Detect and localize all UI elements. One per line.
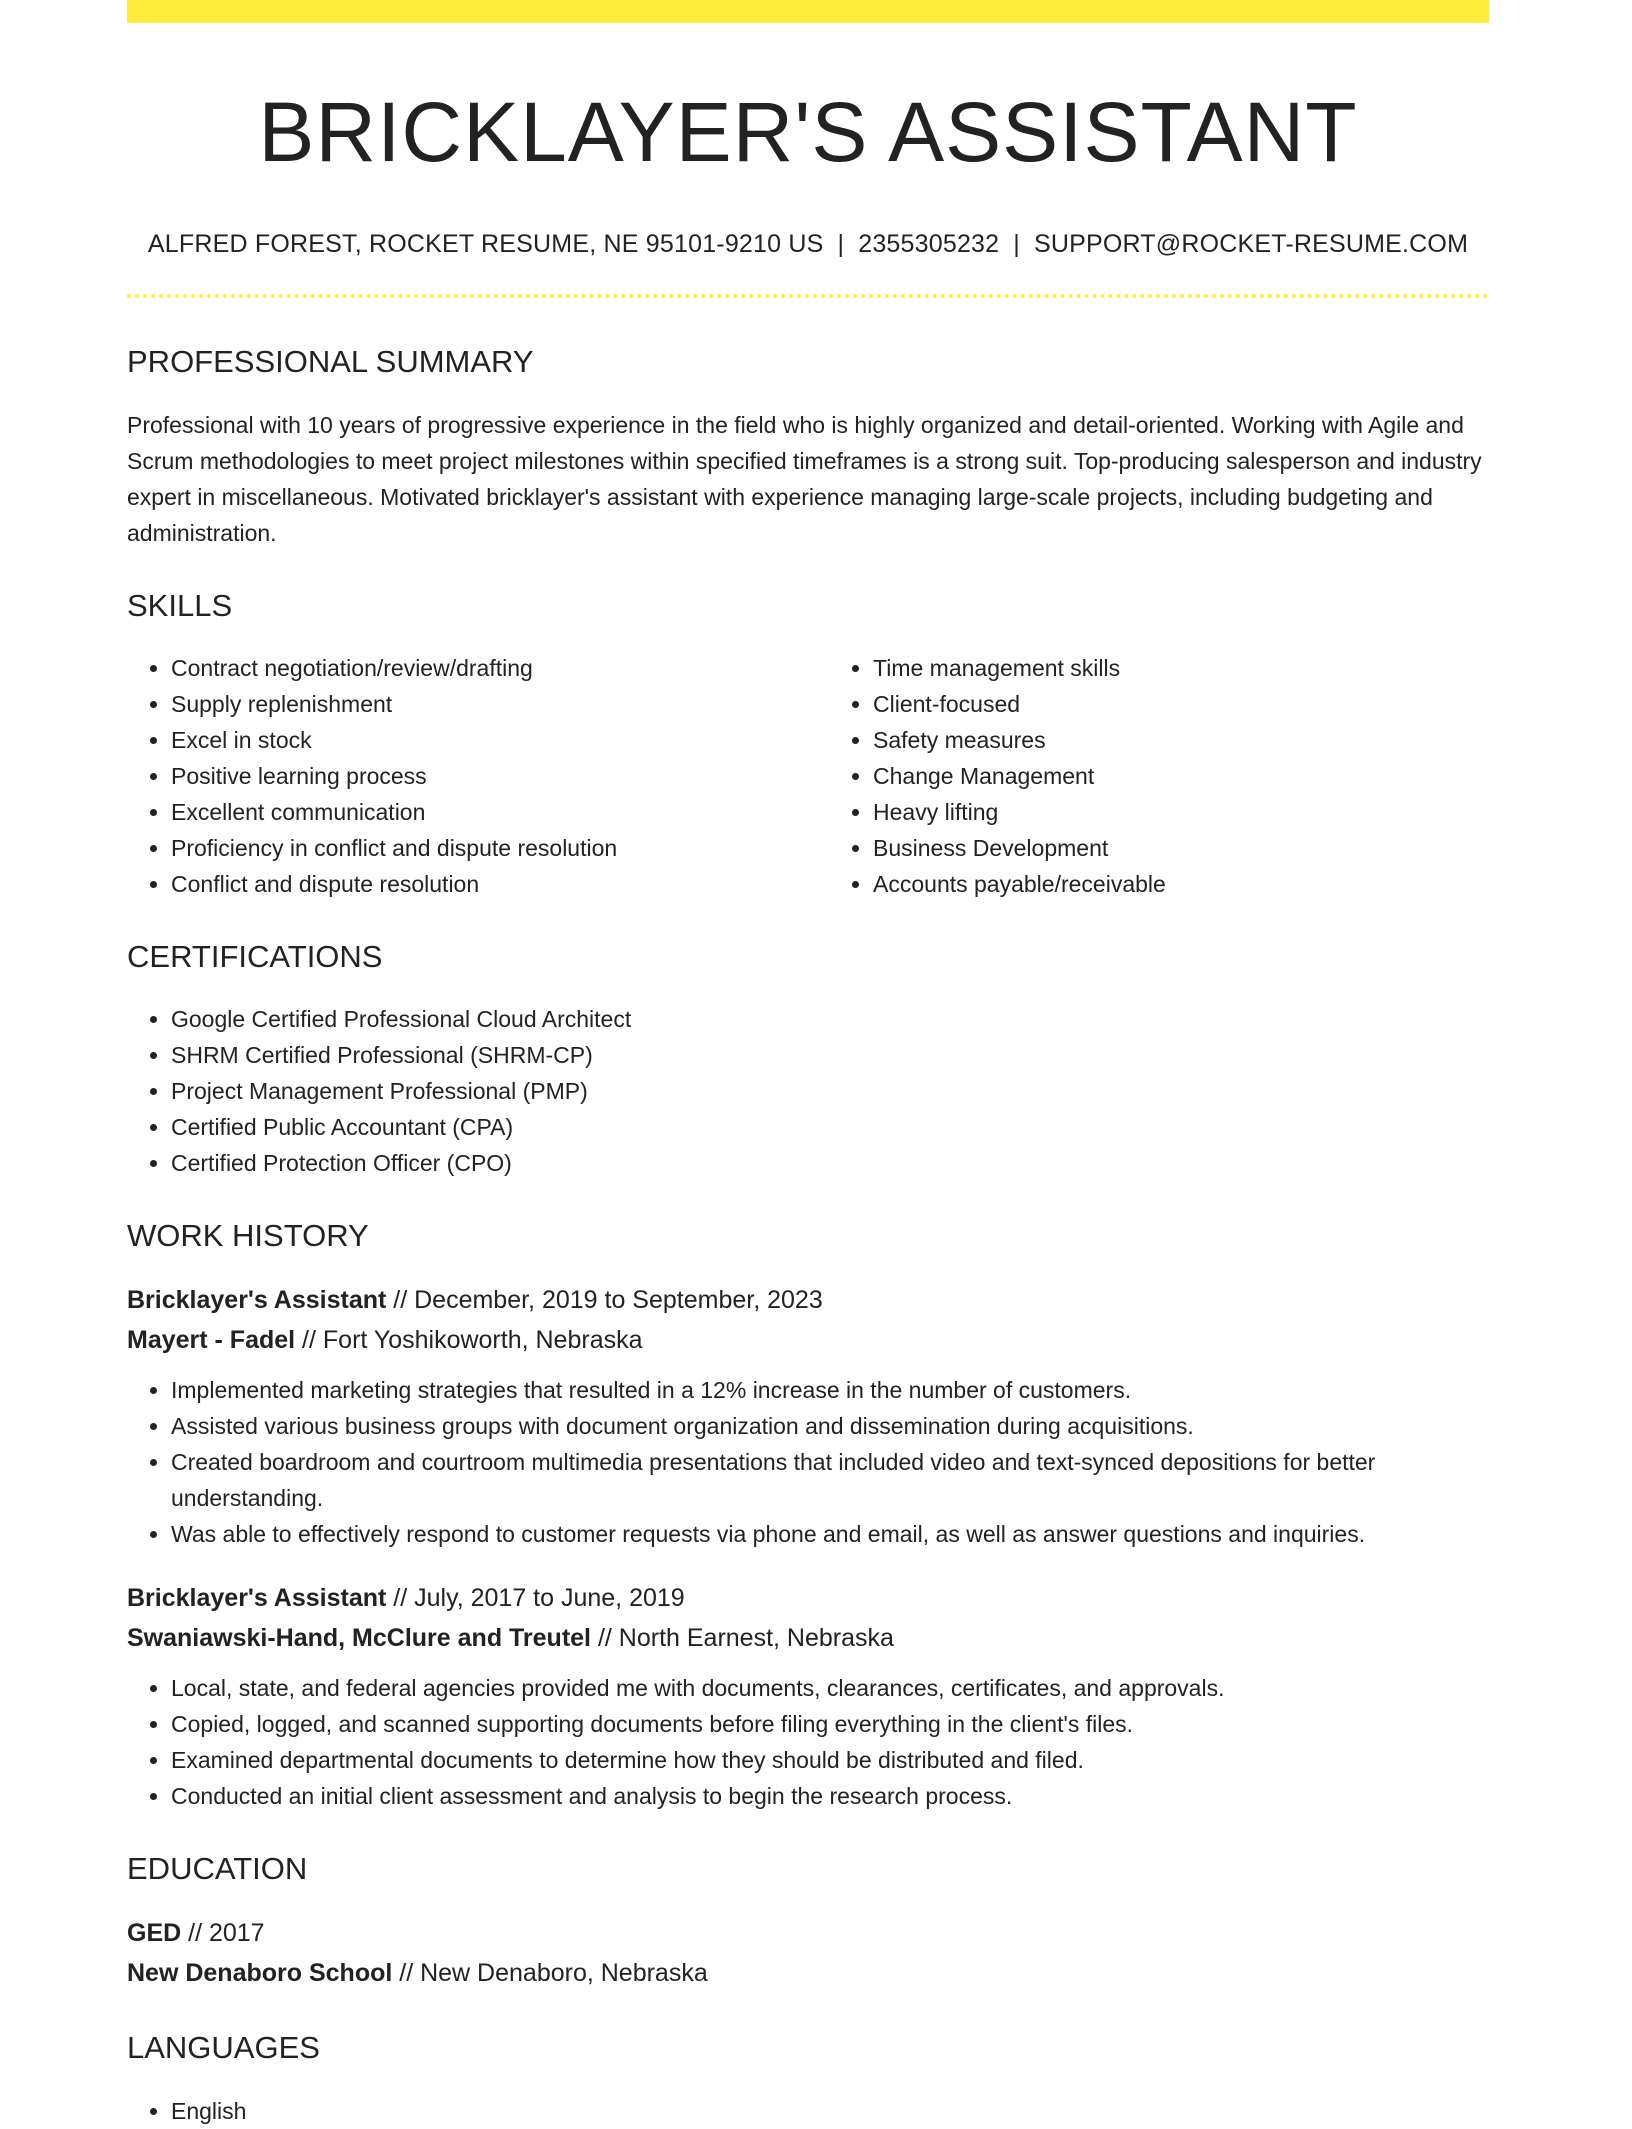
job-bullets [127, 1670, 1489, 1814]
job-bullet: • Copied, logged, and scanned supporting documents before filing everything in the client's files. [171, 1706, 1489, 1742]
language-item: • English [171, 2093, 1489, 2129]
languages-list [127, 2093, 1489, 2129]
job-bullet: • Created boardroom and courtroom multimedia presentations that included video and text-synced depositions for better understanding. [171, 1444, 1489, 1516]
skills-list-left [127, 650, 829, 902]
job-bullet: • Assisted various business groups with document organization and dissemination during acquisitions. [171, 1408, 1489, 1444]
skills-list-right [829, 650, 1489, 902]
skill-item: • Client-focused [873, 686, 1489, 722]
separator: | [837, 230, 845, 259]
education-heading: EDUCATION [127, 1851, 308, 1887]
certification-item: • SHRM Certified Professional (SHRM-CP) [171, 1037, 1489, 1073]
languages-heading: LANGUAGES [127, 2030, 320, 2066]
certification-item: • Certified Protection Officer (CPO) [171, 1145, 1489, 1181]
job-title-line [127, 1280, 1489, 1320]
education-degree-line [127, 1913, 1489, 1953]
skill-item: • Heavy lifting [873, 794, 1489, 830]
skill-item: • Time management skills [873, 650, 1489, 686]
job-bullet: • Conducted an initial client assessment and analysis to begin the research process. [171, 1778, 1489, 1814]
summary-heading: PROFESSIONAL SUMMARY [127, 344, 534, 380]
skill-item: • Excel in stock [171, 722, 829, 758]
job-company-line [127, 1618, 1489, 1658]
job-bullet: • Was able to effectively respond to customer requests via phone and email, as well as answer questions and inquiries. [171, 1516, 1489, 1552]
certifications-heading: CERTIFICATIONS [127, 938, 383, 974]
skill-item: • Supply replenishment [171, 686, 829, 722]
education-school-line [127, 1953, 1489, 1993]
job-dates: // December, 2019 to September, 2023 [386, 1286, 823, 1315]
education-year: // 2017 [181, 1919, 265, 1948]
job-location: // North Earnest, Nebraska [591, 1624, 894, 1653]
contact-address: ALFRED FOREST, ROCKET RESUME, NE 95101-9210 US [147, 230, 824, 259]
certification-item: • Certified Public Accountant (CPA) [171, 1109, 1489, 1145]
skill-item: • Positive learning process [171, 758, 829, 794]
job-entry [127, 1280, 1489, 1552]
job-bullet: • Implemented marketing strategies that resulted in a 12% increase in the number of customers. [171, 1372, 1489, 1408]
job-bullet: • Local, state, and federal agencies provided me with documents, clearances, certificates, and approvals. [171, 1670, 1489, 1706]
education-school: New Denaboro School [127, 1959, 393, 1988]
skill-item: • Contract negotiation/review/drafting [171, 650, 829, 686]
skills-columns [127, 650, 1489, 902]
contact-email: SUPPORT@ROCKET-RESUME.COM [1033, 230, 1469, 259]
certification-item: • Project Management Professional (PMP) [171, 1073, 1489, 1109]
job-entry [127, 1578, 1489, 1814]
job-dates: // July, 2017 to June, 2019 [386, 1584, 685, 1613]
summary-text: Professional with 10 years of progressive experience in the field who is highly organized and detail-oriented. Working with Agile and Scrum methodologies to meet project milestones within specified timeframes is a strong suit. Top-producing salesperson and industry expert in miscellaneous. Motivated bricklayer's assistant with experience managing large-scale projects, including budgeting and administration. [127, 411, 1482, 546]
skill-item: • Conflict and dispute resolution [171, 866, 829, 902]
skills-heading: SKILLS [127, 587, 233, 623]
job-bullets [127, 1372, 1489, 1552]
job-title: Bricklayer's Assistant [127, 1286, 387, 1315]
job-company: Mayert - Fadel [127, 1326, 296, 1355]
dotted-divider [127, 294, 1489, 298]
job-company-line [127, 1320, 1489, 1360]
job-bullet: • Examined departmental documents to determine how they should be distributed and filed. [171, 1742, 1489, 1778]
job-title: Bricklayer's Assistant [127, 1584, 387, 1613]
skill-item: • Business Development [873, 830, 1489, 866]
accent-bar [127, 0, 1489, 23]
work-history-heading: WORK HISTORY [127, 1217, 369, 1253]
contact-line [127, 230, 1489, 259]
resume-page [127, 0, 1489, 2129]
education-degree: GED [127, 1919, 182, 1948]
skill-item: • Excellent communication [171, 794, 829, 830]
resume-title: BRICKLAYER'S ASSISTANT [258, 85, 1358, 179]
certification-item: • Google Certified Professional Cloud Architect [171, 1001, 1489, 1037]
skill-item: • Accounts payable/receivable [873, 866, 1489, 902]
job-location: // Fort Yoshikoworth, Nebraska [295, 1326, 643, 1355]
job-title-line [127, 1578, 1489, 1618]
education-location: // New Denaboro, Nebraska [392, 1959, 708, 1988]
separator: | [1013, 230, 1020, 259]
job-company: Swaniawski-Hand, McClure and Treutel [127, 1624, 592, 1653]
skill-item: • Proficiency in conflict and dispute resolution [171, 830, 829, 866]
skill-item: • Change Management [873, 758, 1489, 794]
certifications-list [127, 1001, 1489, 1181]
skill-item: • Safety measures [873, 722, 1489, 758]
contact-phone: 2355305232 [858, 230, 1000, 259]
